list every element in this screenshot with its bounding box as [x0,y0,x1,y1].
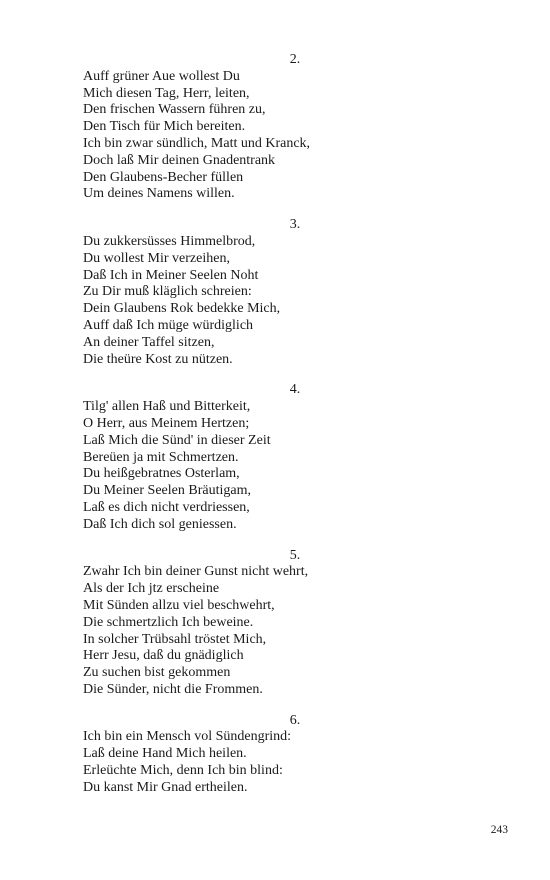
verse-line: Die theüre Kost zu nützen. [83,351,233,367]
verse-line: Erleüchte Mich, denn Ich bin blind: [83,763,283,779]
verse-line: Du heißgebratnes Osterlam, [83,466,240,482]
verse-line: Die schmertzlich Ich beweine. [83,614,254,630]
verse-line: Herr Jesu, daß du gnädiglich [83,648,244,664]
verse-line: Zu Dir muß kläglich schreien: [83,284,252,300]
verse-line: Du kanst Mir Gnad ertheilen. [83,779,248,795]
verse-line: Mit Sünden allzu viel beschwehrt, [83,597,275,613]
stanza-6 [83,713,483,797]
verse-line: Ich bin ein Mensch vol Sündengrind: [83,729,292,745]
verse-line: Daß Ich dich sol geniessen. [83,516,237,532]
verse-line: Doch laß Mir deinen Gnadentrank [83,152,276,168]
stanza-number: 6. [289,712,301,728]
verse-line: An deiner Taffel sitzen, [83,334,215,350]
verse-line: Den frischen Wassern führen zu, [83,102,266,118]
stanza-2 [83,52,483,203]
verse-line: In solcher Trübsahl tröstet Mich, [83,631,267,647]
verse-line: Den Tisch für Mich bereiten. [83,119,246,135]
verse-line: Laß deine Hand Mich heilen. [83,746,247,762]
verse-line: Zu suchen bist gekommen [83,665,231,681]
verse-line: Auff grüner Aue wollest Du [83,68,240,84]
verse-line: Auff daß Ich müge würdiglich [83,317,254,333]
verse-line: Dein Glaubens Rok bedekke Mich, [83,301,281,317]
verse-line: O Herr, aus Meinem Hertzen; [83,415,250,431]
stanza-number: 2. [289,52,301,67]
verse-line: Du wollest Mir verzeihen, [83,250,230,266]
verse-line: Als der Ich jtz erscheine [83,581,220,597]
stanza-4 [83,382,483,533]
verse-line: Den Glaubens-Becher füllen [83,169,244,185]
verse-line: Bereüen ja mit Schmertzen. [83,449,239,465]
verse-line: Zwahr Ich bin deiner Gunst nicht wehrt, [83,564,309,580]
page-number: 243 [490,824,508,836]
verse-line: Daß Ich in Meiner Seelen Noht [83,267,259,283]
verse-line: Du Meiner Seelen Bräutigam, [83,483,251,499]
verse-line: Ich bin zwar sündlich, Matt und Kranck, [83,135,311,151]
verse-line: Um deines Namens willen. [83,186,235,202]
verse-line: Laß es dich nicht verdriessen, [83,499,250,515]
stanza-3 [83,217,483,368]
verse-line: Die Sünder, nicht die Frommen. [83,681,263,697]
stanza-number: 3. [289,217,301,233]
stanza-5 [83,548,483,699]
poem-body [83,52,483,811]
verse-line: Mich diesen Tag, Herr, leiten, [83,85,250,101]
stanza-number: 5. [289,547,301,563]
verse-line: Tilg' allen Haß und Bitterkeit, [83,399,251,415]
verse-line: Du zukkersüsses Himmelbrod, [83,233,256,249]
stanza-number: 4. [289,382,301,398]
verse-line: Laß Mich die Sünd' in dieser Zeit [83,432,271,448]
